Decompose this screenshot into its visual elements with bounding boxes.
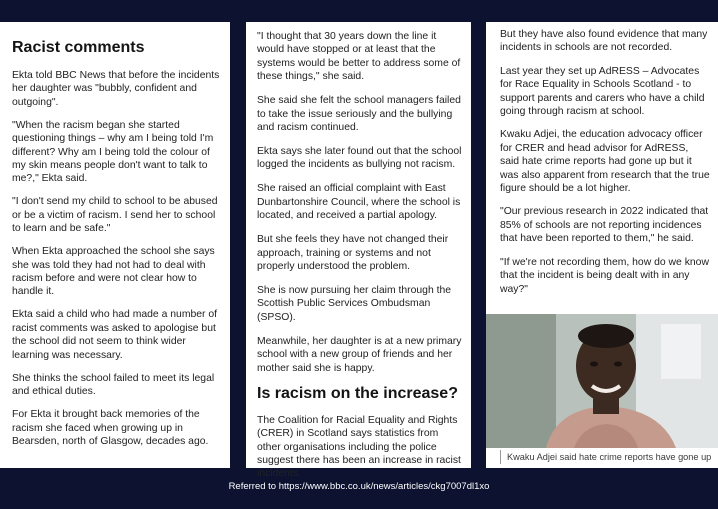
portrait-illustration (486, 314, 718, 448)
paragraph: Ekta said a child who had made a number of racist comments was asked to apologise but the school did not seem to think wider learning was necessary. (12, 309, 218, 361)
portrait-photo (486, 314, 718, 448)
paragraph: Meanwhile, her daughter is at a new primary school with a new group of friends and her mother said she is happy. (257, 335, 462, 374)
paragraph: She raised an official complaint with East Dunbartonshire Council, where the school is located, and received a partial apology. (257, 183, 461, 222)
article-column-2 (246, 22, 471, 480)
paragraph: Last year they set up AdRESS – Advocates for Race Equality in Schools Scotland - to support parents and carers who have a child going through racism at school. (500, 65, 705, 118)
paragraph: She said she felt the school managers failed to take the issue seriously and the bullying and racism continued. (257, 95, 461, 134)
paragraph: When Ekta approached the school she says she was told they had not had to deal with racism before and were not clear how to handle it. (12, 246, 215, 298)
paragraph: Ekta says she later found out that the school logged the incidents as bullying not racism. (257, 146, 462, 171)
article-column-3 (486, 22, 718, 468)
source-footer: Referred to https://www.bbc.co.uk/news/articles/ckg7007dl1xo (228, 481, 490, 492)
section-heading-racism-increase: Is racism on the increase? (257, 384, 458, 402)
paragraph: The Coalition for Racial Equality and Rights (CRER) in Scotland says statistics from other organisations including the police suggest there has been an increase in racist incidents. (257, 414, 461, 480)
paragraph: For Ekta it brought back memories of the racism she faced when growing up in Bearsden, north of Glasgow, decades ago. (12, 409, 209, 447)
paragraph: "If we're not recording them, how do we know that the incident is being dealt with in any way?" (500, 256, 709, 295)
paragraph: "I don't send my child to school to be abused or be a victim of racism. I send her to school to learn and be safe." (12, 196, 218, 235)
section-heading-racist-comments: Racist comments (12, 39, 145, 56)
paragraph: But they have also found evidence that many incidents in schools are not recorded. (500, 29, 708, 54)
article-column-1 (0, 22, 230, 468)
paragraph: Kwaku Adjei, the education advocacy officer for CRER and head advisor for AdRESS, said hate crime reports had gone up but it was also apparent from research that the true figure should be a lot higher. (500, 129, 710, 195)
paragraph: But she feels they have not changed their approach, training or systems and not properly understood the problem. (257, 234, 449, 273)
paragraph: She is now pursuing her claim through the Scottish Public Services Ombudsman (SPSO). (257, 285, 452, 323)
paragraph: "When the racism began she started questioning things – why am I being told I'm different? Why am I being told the colour of my skin means people don't want to talk to me?," Ekta said. (12, 119, 214, 185)
paragraph: She thinks the school failed to meet its legal and ethical duties. (12, 372, 215, 398)
paragraph: Ekta told BBC News that before the incidents her daughter was "bubbly, confident and outgoing". (12, 70, 220, 108)
paragraph: "I thought that 30 years down the line it would have stopped or at least that the systems would be better to address some of these things," she said. (257, 31, 461, 83)
paragraph: "Our previous research in 2022 indicated that 85% of schools are not reporting incidences that have been reported to them," he said. (500, 206, 709, 245)
photo-caption: Kwaku Adjei said hate crime reports have gone up (500, 450, 711, 464)
